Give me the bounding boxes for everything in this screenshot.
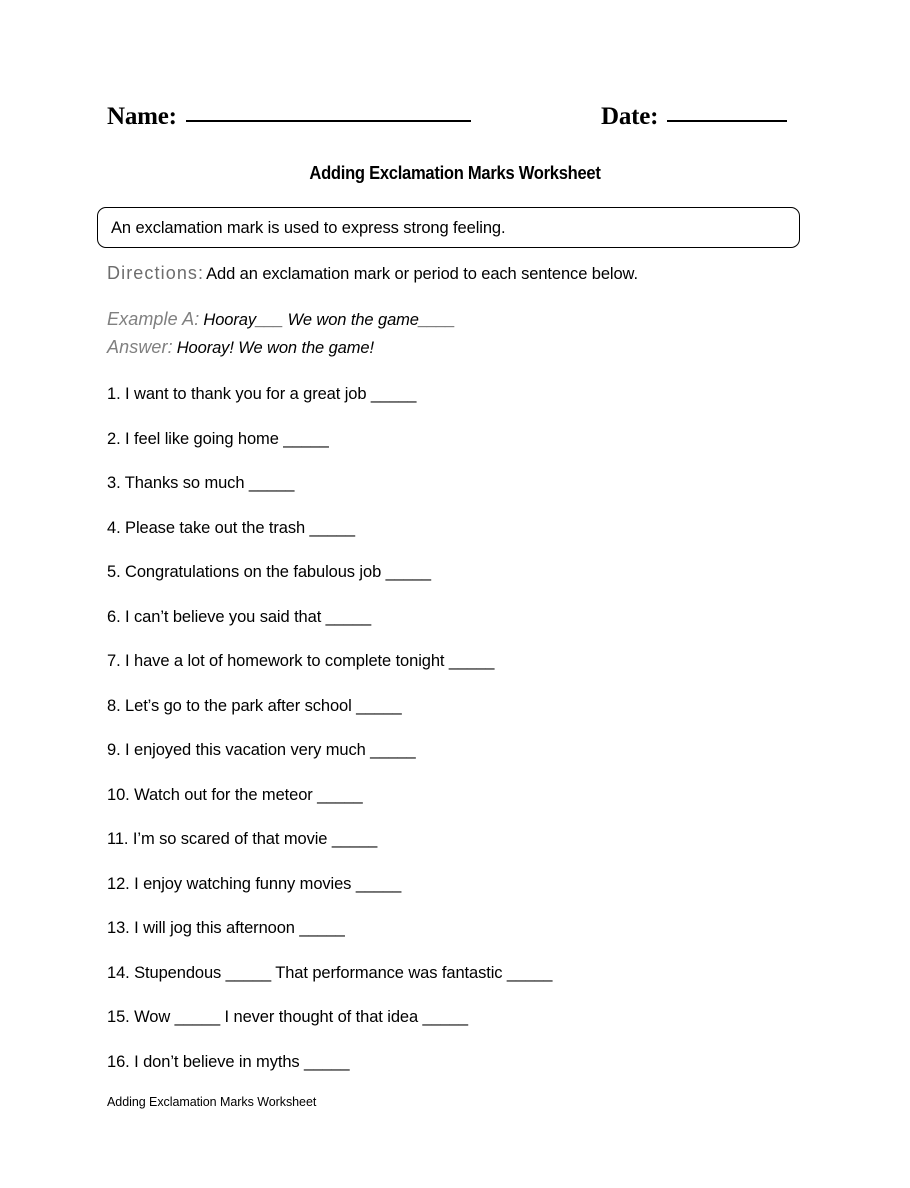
question-item[interactable]: 2. I feel like going home _____: [107, 429, 329, 448]
question-item[interactable]: 12. I enjoy watching funny movies _____: [107, 874, 402, 893]
question-item[interactable]: 16. I don’t believe in myths _____: [107, 1052, 350, 1071]
name-date-row: [107, 103, 797, 133]
question-item[interactable]: 10. Watch out for the meteor _____: [107, 785, 363, 804]
date-input-blank[interactable]: [667, 119, 787, 122]
directions-label: Directions:: [107, 263, 205, 283]
answer-text: Hooray! We won the game!: [176, 339, 374, 357]
question-item[interactable]: 11. I’m so scared of that movie _____: [107, 830, 378, 848]
question-item[interactable]: 3. Thanks so much _____: [107, 474, 295, 492]
example-text: Hooray___ We won the game____: [203, 311, 456, 329]
date-label: Date:: [601, 103, 659, 130]
question-item[interactable]: 13. I will jog this afternoon _____: [107, 919, 345, 937]
page-title: Adding Exclamation Marks Worksheet: [309, 163, 601, 183]
name-label: Name:: [107, 103, 177, 130]
question-list: [107, 384, 847, 1096]
question-item[interactable]: 1. I want to thank you for a great job _____: [107, 385, 417, 403]
example-row: [107, 308, 455, 331]
answer-row: [107, 336, 374, 359]
question-item[interactable]: 14. Stupendous _____ That performance was fantastic _____: [107, 963, 553, 982]
question-item[interactable]: 8. Let’s go to the park after school _____: [107, 696, 402, 715]
definition-box: [97, 207, 800, 248]
name-field-group: [107, 103, 471, 131]
footer-label: Adding Exclamation Marks Worksheet: [107, 1095, 317, 1109]
question-item[interactable]: 6. I can’t believe you said that _____: [107, 607, 372, 626]
example-label: Example A:: [107, 309, 200, 329]
directions-row: [107, 262, 638, 285]
directions-text: Add an exclamation mark or period to each sentence below.: [206, 265, 638, 283]
answer-label: Answer:: [107, 337, 173, 357]
question-item[interactable]: 15. Wow _____ I never thought of that idea _____: [107, 1008, 468, 1026]
question-item[interactable]: 5. Congratulations on the fabulous job _____: [107, 563, 432, 581]
definition-text: An exclamation mark is used to express strong feeling.: [111, 218, 506, 237]
question-item[interactable]: 4. Please take out the trash _____: [107, 518, 355, 537]
name-input-blank[interactable]: [186, 119, 471, 122]
question-item[interactable]: 9. I enjoyed this vacation very much _____: [107, 741, 416, 759]
date-field-group: [601, 103, 787, 131]
question-item[interactable]: 7. I have a lot of homework to complete tonight _____: [107, 652, 495, 670]
